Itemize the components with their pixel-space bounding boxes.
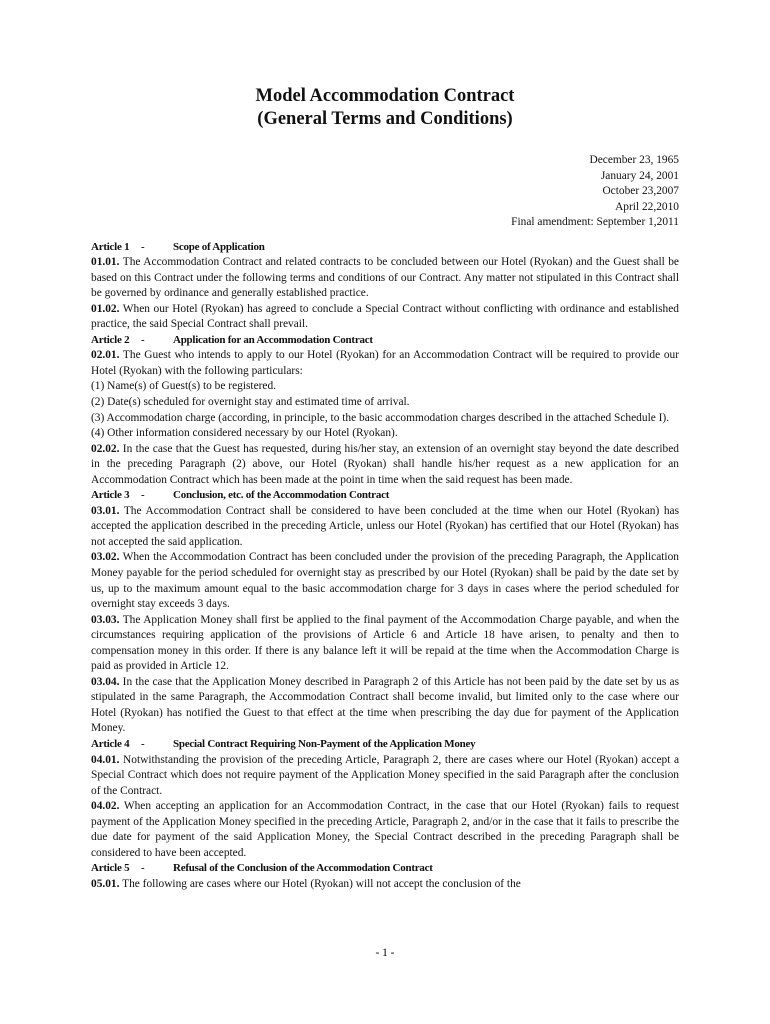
article-heading (91, 488, 679, 504)
article-title: Special Contract Requiring Non-Payment of the Application Money (173, 738, 476, 750)
article-heading (91, 861, 679, 877)
clause-number: 01.01. (91, 256, 120, 269)
list-item: (3) Accommodation charge (according, in principle, to the basic accommodation charges described in the attached Schedule I). (91, 411, 670, 424)
clause (91, 877, 679, 893)
document-body (91, 240, 679, 893)
title-line-1: Model Accommodation Contract (255, 86, 515, 106)
date-line: January 24, 2001 (600, 169, 679, 182)
clause-text: The Application Money shall first be applied to the final payment of the Accommodation Charge payable, and when the circumstances requiring application of the provisions of Article 6 and Article 18 have arisen, to penalty and then to compensation money in this order. If there is any balance left it will be repaid at the time when the Accommodation Charge is paid as provided in Article 12. (91, 613, 679, 673)
clause (91, 799, 679, 861)
clause-number: 04.01. (91, 753, 120, 766)
clause-number: 02.01. (91, 349, 120, 362)
clause (91, 442, 679, 489)
clause-text: When accepting an application for an Accommodation Contract, in the case that our Hotel (Ryokan) fails to request payment of the Application Money specified in the preceding Article, Paragraph 2, and/or in the case that it fails to prescribe the due date for payment of the said Application Money, the Special Contract described in the preceding Paragraph shall be considered to have been accepted. (91, 800, 679, 859)
clause-text: In the case that the Guest has requested, during his/her stay, an extension of an overnight stay beyond the date described in the preceding Paragraph (2) above, our Hotel (Ryokan) shall handle his/her request as a new application for an Accommodation Contract which has been made at the point in time when the said request has been made. (91, 442, 679, 486)
list-item: (1) Name(s) of Guest(s) to be registered. (91, 380, 277, 393)
final-amendment-date: Final amendment: September 1,2011 (511, 216, 679, 228)
clause-text: The Accommodation Contract and related contracts to be concluded between our Hotel (Ryokan) and the Guest shall be based on this Contract under the following terms and conditions of our Contract. Any matter not stipulated in this Contract shall be governed by ordinance and generally established practice. (91, 256, 679, 300)
date-line: April 22,2010 (615, 200, 679, 213)
document-page (91, 85, 679, 892)
title-line-2: (General Terms and Conditions) (257, 109, 513, 129)
article-number: Article 5 (91, 862, 130, 875)
article-heading (91, 240, 679, 256)
clause (91, 348, 679, 379)
article-dash: - (141, 489, 145, 502)
clause (91, 255, 679, 302)
amendment-dates (91, 153, 679, 231)
article-title: Application for an Accommodation Contract (173, 333, 373, 346)
clause (91, 675, 679, 737)
page-number: - 1 - (375, 947, 395, 959)
article-number: Article 4 (91, 738, 130, 750)
article-dash: - (141, 333, 145, 346)
clause (91, 302, 679, 333)
clause-text: In the case that the Application Money described in Paragraph 2 of this Article has not been paid by the date set by us as stipulated in the same Paragraph, the Accommodation Contract shall become invalid, but limited only to the case where our Hotel (Ryokan) has notified the Guest to that effect at the time when prescribing the day due for payment of the Application Money. (91, 675, 679, 735)
clause-number: 03.04. (91, 675, 120, 688)
clause (91, 613, 679, 675)
clause-text: The following are cases where our Hotel (Ryokan) will not accept the conclusion of the (119, 877, 521, 890)
clause-number: 03.01. (91, 504, 120, 517)
article-heading (91, 737, 679, 753)
clause (91, 504, 679, 551)
clause-text: When the Accommodation Contract has been concluded under the provision of the preceding Paragraph, the Application Money payable for the period scheduled for overnight stay as prescribed by our Hotel (Ryokan) shall be paid by the date set by us, up to the maximum amount equal to the basic accommodation charge for 3 days in cases where the period scheduled for overnight stay exceeds 3 days. (91, 551, 679, 611)
date-line: October 23,2007 (602, 185, 679, 197)
list-item: (2) Date(s) scheduled for overnight stay and estimated time of arrival. (91, 395, 410, 408)
clause-number: 01.02. (91, 302, 120, 315)
article-number: Article 3 (91, 489, 130, 502)
clause (91, 753, 679, 800)
clause (91, 550, 679, 612)
article-dash: - (141, 738, 145, 750)
list-item: (4) Other information considered necessary by our Hotel (Ryokan). (91, 427, 398, 440)
clause-number: 03.02. (91, 551, 120, 564)
article-title: Conclusion, etc. of the Accommodation Contract (173, 489, 390, 502)
date-line: December 23, 1965 (589, 154, 679, 166)
article-title: Scope of Application (173, 240, 265, 253)
article-dash: - (141, 862, 145, 875)
clause-text: The Guest who intends to apply to our Hotel (Ryokan) for an Accommodation Contract will be required to provide our Hotel (Ryokan) with the following particulars: (91, 349, 679, 377)
article-number: Article 1 (91, 240, 130, 253)
article-number: Article 2 (91, 333, 130, 346)
article-dash: - (141, 240, 145, 253)
article-heading (91, 333, 679, 349)
clause-text: Notwithstanding the provision of the preceding Article, Paragraph 2, there are cases where our Hotel (Ryokan) accept a Special Contract which does not require payment of the Application Money specified in the said Paragraph after the conclusion of the Contract. (91, 753, 679, 797)
clause-text: The Accommodation Contract shall be considered to have been concluded at the time when our Hotel (Ryokan) has accepted the application described in the preceding Article, unless our Hotel (Ryokan) has certified that our Hotel (Ryokan) has not accepted the said application. (91, 504, 679, 548)
clause-number: 04.02. (91, 800, 120, 813)
document-title (91, 85, 679, 131)
clause-number: 03.03. (91, 613, 120, 626)
clause-number: 02.02. (91, 442, 120, 455)
article-title: Refusal of the Conclusion of the Accommodation Contract (173, 862, 433, 875)
clause-number: 05.01. (91, 877, 120, 890)
clause-text: When our Hotel (Ryokan) has agreed to conclude a Special Contract without conflicting with ordinance and established practice, the said Special Contract shall prevail. (91, 302, 679, 331)
